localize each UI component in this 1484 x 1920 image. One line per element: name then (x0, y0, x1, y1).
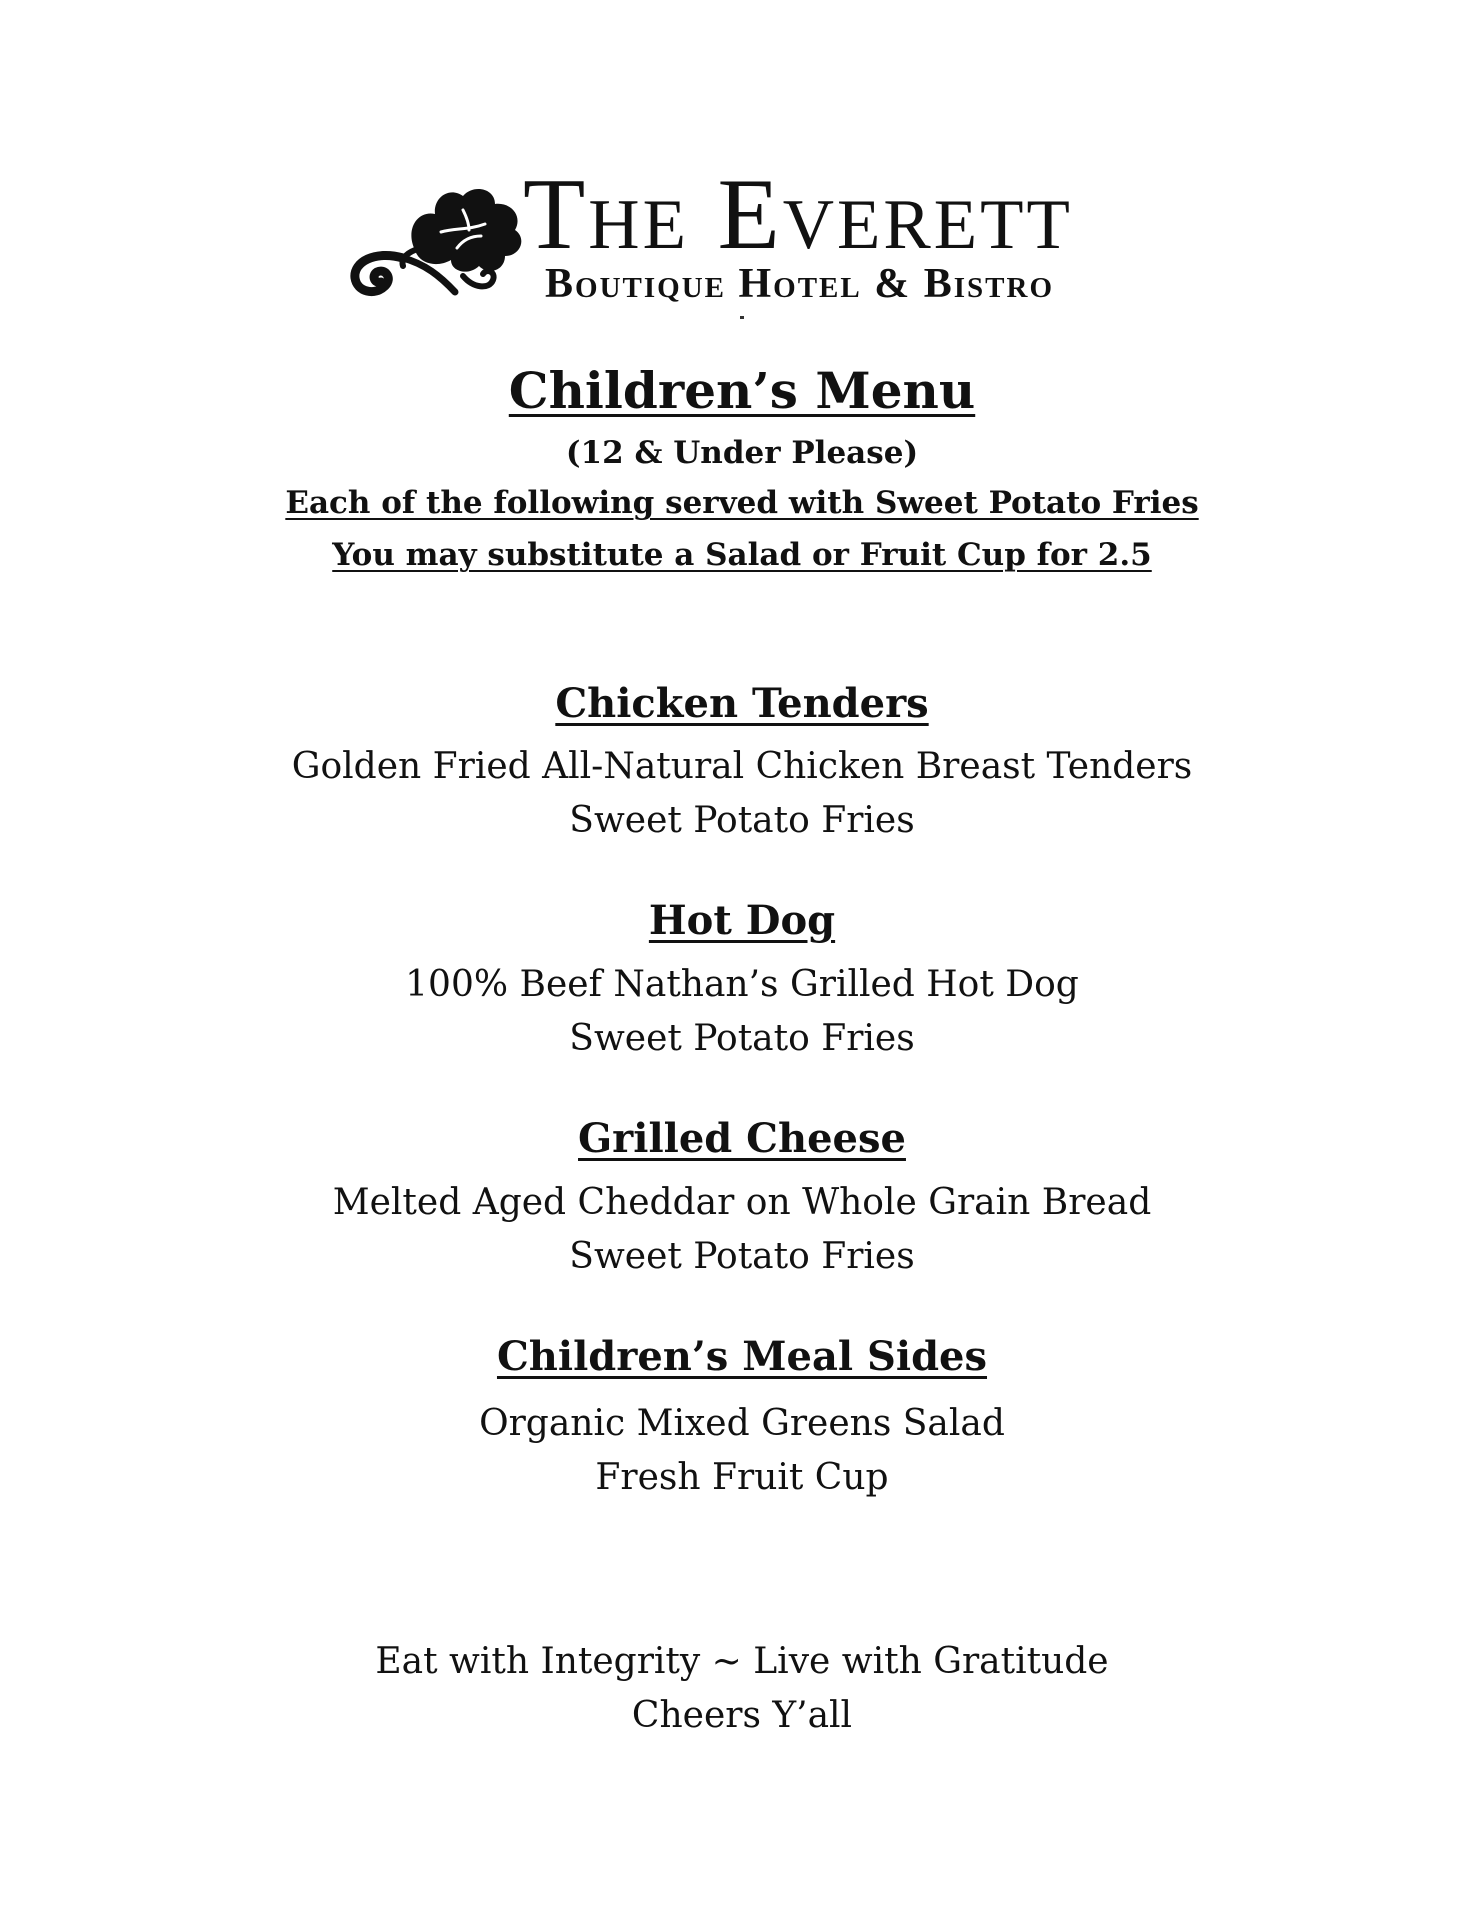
menu-item-side: Sweet Potato Fries (569, 800, 915, 841)
logo-dot (740, 316, 744, 319)
menu-item-description: 100% Beef Nathan’s Grilled Hot Dog (405, 964, 1079, 1005)
section-title: Grilled Cheese (578, 1115, 906, 1162)
side-item: Fresh Fruit Cup (595, 1457, 889, 1498)
section-title: Hot Dog (648, 897, 836, 944)
section-title: Chicken Tenders (555, 680, 929, 727)
logo-title: The Everett (523, 158, 1073, 271)
logo-subtitle: Boutique Hotel & Bistro (545, 261, 1054, 307)
menu-item-side: Sweet Potato Fries (569, 1018, 915, 1059)
substitute-note: You may substitute a Salad or Fruit Cup for 2.5 (332, 537, 1152, 573)
served-note: Each of the following served with Sweet Potato Fries (285, 485, 1199, 521)
footer-motto: Eat with Integrity ~ Live with Gratitude (375, 1641, 1109, 1682)
menu-item-description: Melted Aged Cheddar on Whole Grain Bread (332, 1182, 1152, 1223)
menu-title: Children’s Menu (508, 361, 976, 420)
age-note: (12 & Under Please) (565, 435, 919, 471)
side-item: Organic Mixed Greens Salad (479, 1403, 1005, 1444)
grape-leaf-icon (345, 180, 530, 300)
hotel-logo (345, 158, 1145, 310)
menu-item-side: Sweet Potato Fries (569, 1236, 915, 1277)
footer-signoff: Cheers Y’all (631, 1695, 853, 1736)
menu-item-description: Golden Fried All-Natural Chicken Breast Tenders (291, 746, 1193, 787)
section-title: Children’s Meal Sides (496, 1333, 988, 1380)
